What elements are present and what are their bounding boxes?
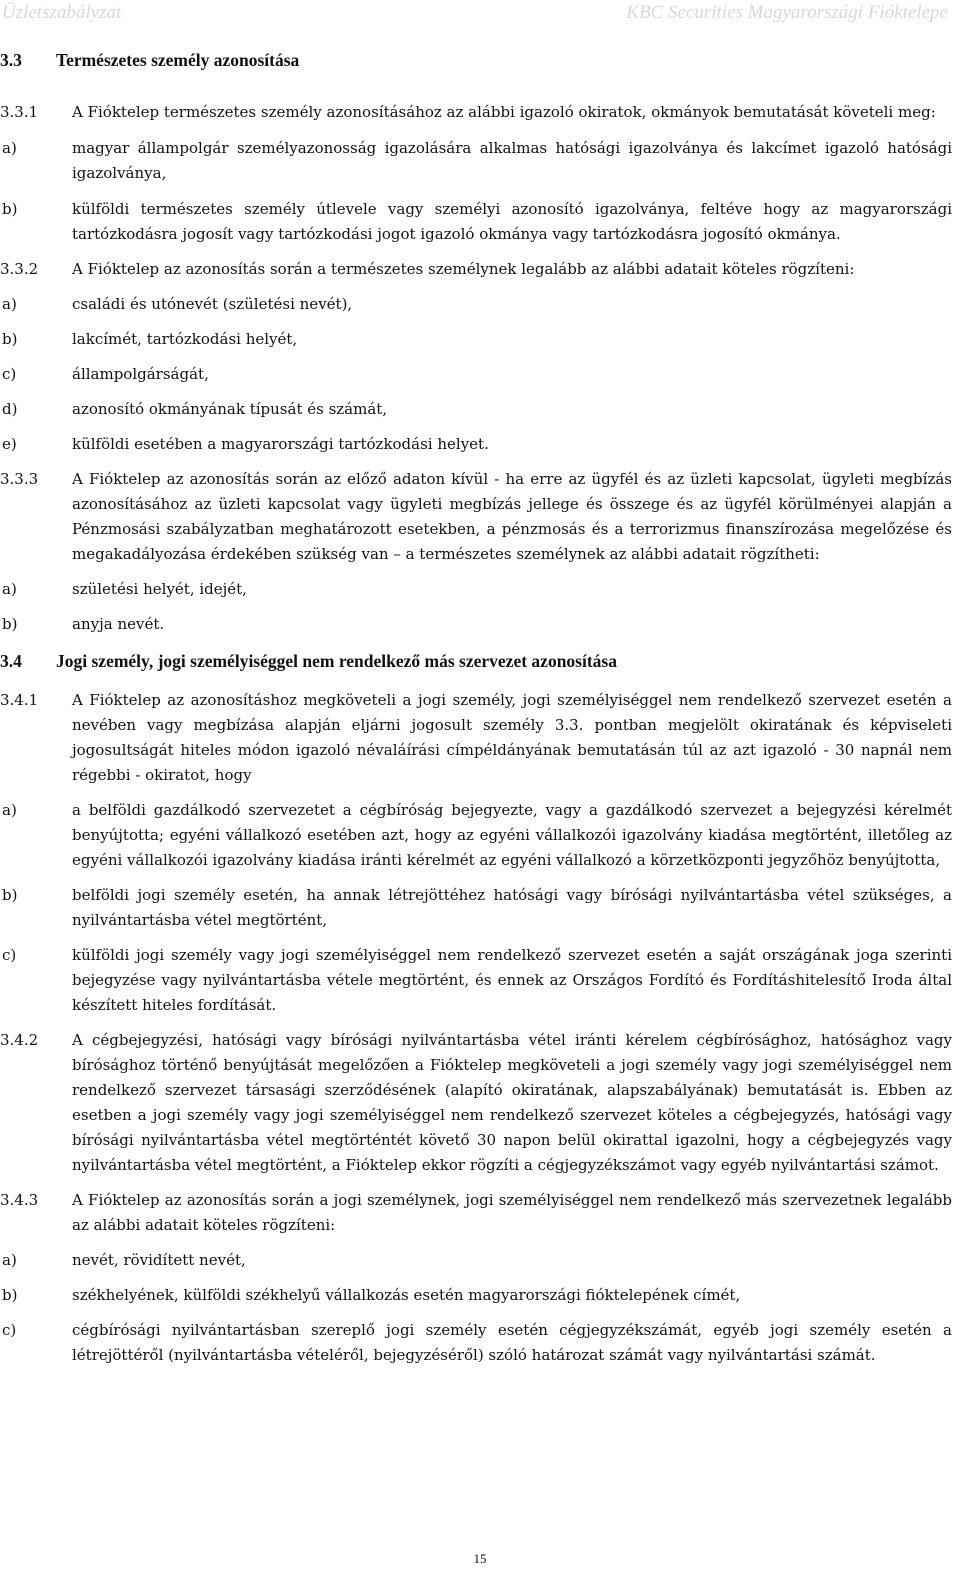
list-item [0, 798, 952, 873]
paragraph-3-4-1 [0, 688, 952, 788]
paragraph-text: A Fióktelep az azonosítás során a jogi személynek, jogi személyiséggel nem rendelkező más szervezetnek legalább az alábbi adatait köteles rögzíteni: [72, 1191, 952, 1234]
list-item-text: cégbírósági nyilvántartásban szereplő jogi személy esetén cégjegyzékszámát, egyéb jogi személy esetén a létrejöttéről (nyilvántartásba vételéről, bejegyzéséről) szóló határozat számát vagy nyilvántartási számát. [72, 1321, 952, 1364]
list-item-text: magyar állampolgár személyazonosság igazolására alkalmas hatósági igazolványa és lakcímet igazoló hatósági igazolványa, [72, 139, 952, 182]
list-item-text: állampolgárságát, [72, 365, 209, 383]
section-heading-3-3 [0, 50, 952, 71]
paragraph-number: 3.4.1 [0, 691, 39, 709]
paragraph-text: A cégbejegyzési, hatósági vagy bírósági nyilvántartásba vétel iránti kérelem cégbírósághoz, hatósághoz vagy bírósághoz történő benyújtását megelőzően a Fióktelep megköveteli a jogi személy vagy jogi személyiséggel nem rendelkező szervezet társasági szerződésének (alapító okiratának, alapszabályának) bemutatását is. Ebben az esetben a jogi személy vagy jogi személyiséggel nem rendelkező szervezet köteles a cégbejegyzés, hatósági vagy bírósági nyilvántartásba vétel megtörténtét követő 30 napon belül okirattal igazolni, hogy a cégbejegyzés vagy nyilvántartásba vétel megtörtént, a Fióktelep ekkor rögzíti a cégjegyzékszámot vagy egyéb nyilvántartási számot. [72, 1031, 952, 1174]
paragraph-3-4-2 [0, 1028, 952, 1178]
list-item-label: b) [2, 886, 18, 904]
list-item-label: b) [2, 330, 18, 348]
list-item-text: belföldi jogi személy esetén, ha annak létrejöttéhez hatósági vagy bírósági nyilvántartásba vétel szükséges, a nyilvántartásba vétel megtörtént, [72, 886, 952, 929]
list-item-text: külföldi természetes személy útlevele vagy személyi azonosító igazolványa, feltéve hogy az magyarországi tartózkodásra jogosít vagy tartózkodási jogot igazoló okmánya vagy tartózkodásra jogosító okmánya. [72, 200, 952, 243]
list-item [0, 197, 952, 247]
paragraph-number: 3.3.3 [0, 470, 39, 488]
list-item-text: nevét, rövidített nevét, [72, 1251, 246, 1269]
list-item-text: anyja nevét. [72, 615, 165, 633]
paragraph-3-3-1 [0, 100, 952, 125]
list-item-text: azonosító okmányának típusát és számát, [72, 400, 388, 418]
list-item [0, 327, 952, 352]
list-item-text: a belföldi gazdálkodó szervezetet a cégbíróság bejegyezte, vagy a gazdálkodó szervezet a bejegyzési kérelmét benyújtotta; egyéni vállalkozó esetében azt, hogy az egyéni vállalkozói igazolvány kiadása megtörtént, illetőleg az egyéni vállalkozói igazolvány kiadása iránti kérelmét az egyéni vállalkozó a körzetközponti jegyzőhöz benyújtotta, [72, 801, 952, 869]
paragraph-3-3-2 [0, 257, 952, 282]
section-title: Jogi személy, jogi személyiséggel nem rendelkező más szervezet azonosítása [56, 651, 617, 671]
list-item [0, 943, 952, 1018]
list-item-label: d) [2, 400, 18, 418]
list-item-label: c) [2, 365, 17, 383]
list-item [0, 612, 952, 637]
section-heading-3-4 [0, 651, 952, 672]
list-item-label: a) [2, 139, 17, 157]
page-number: 15 [473, 1551, 487, 1566]
list-item-text: székhelyének, külföldi székhelyű vállalkozás esetén magyarországi fióktelepének címét, [72, 1286, 741, 1304]
list-item-text: családi és utónevét (születési nevét), [72, 295, 353, 313]
list-item [0, 362, 952, 387]
paragraph-text: A Fióktelep természetes személy azonosításához az alábbi igazoló okiratok, okmányok bemutatását követeli meg: [72, 103, 936, 121]
paragraph-3-3-3 [0, 467, 952, 567]
list-item-label: e) [2, 435, 17, 453]
list-item-text: születési helyét, idejét, [72, 580, 247, 598]
list-item [0, 1318, 952, 1368]
section-number: 3.3 [0, 50, 22, 70]
list-item [0, 397, 952, 422]
list-item [0, 1283, 952, 1308]
header-document-title: Üzletszabályzat [2, 2, 122, 23]
list-item [0, 577, 952, 602]
section-title: Természetes személy azonosítása [56, 50, 300, 70]
list-item-text: külföldi esetében a magyarországi tartózkodási helyet. [72, 435, 489, 453]
paragraph-number: 3.3.1 [0, 103, 39, 121]
paragraph-number: 3.4.2 [0, 1031, 39, 1049]
list-item-label: a) [2, 801, 17, 819]
paragraph-number: 3.4.3 [0, 1191, 39, 1209]
list-item [0, 1248, 952, 1273]
paragraph-text: A Fióktelep az azonosításhoz megköveteli a jogi személy, jogi személyiséggel nem rendelkező szervezet esetén a nevében vagy megbízása alapján eljárni jogosult személy 3.3. pontban megjelölt okiratának és képviseleti jogosultságát hiteles módon igazoló névaláírási címpéldányának bemutatásán túl az azt igazoló - 30 napnál nem régebbi - okiratot, hogy [72, 691, 952, 784]
list-item-label: b) [2, 200, 18, 218]
header-company-name: KBC Securities Magyarországi Fióktelepe [626, 2, 948, 23]
paragraph-number: 3.3.2 [0, 260, 39, 278]
paragraph-text: A Fióktelep az azonosítás során a természetes személynek legalább az alábbi adatait köteles rögzíteni: [72, 260, 855, 278]
list-item-label: c) [2, 946, 17, 964]
list-item-label: a) [2, 580, 17, 598]
list-item-label: a) [2, 295, 17, 313]
list-item-label: c) [2, 1321, 17, 1339]
list-item-label: a) [2, 1251, 17, 1269]
running-header [0, 0, 960, 28]
list-item [0, 292, 952, 317]
list-item-text: lakcímét, tartózkodási helyét, [72, 330, 298, 348]
paragraph-3-4-3 [0, 1188, 952, 1238]
section-number: 3.4 [0, 651, 22, 671]
list-item-text: külföldi jogi személy vagy jogi személyiséggel nem rendelkező szervezet esetén a saját országának joga szerinti bejegyzése vagy nyilvántartásba vétele megtörtént, és ennek az Országos Fordító és Fordításhitelesítő Iroda által készített hiteles fordítását. [72, 946, 952, 1014]
list-item-label: b) [2, 1286, 18, 1304]
list-item [0, 883, 952, 933]
paragraph-text: A Fióktelep az azonosítás során az előző adaton kívül - ha erre az ügyfél és az üzleti kapcsolat, ügyleti megbízás azonosításához az üzleti kapcsolat vagy ügyleti megbízás jellege és összege és az ügyfél körülményei alapján a Pénzmosási szabályzatban meghatározott esetekben, a pénzmosás és a terrorizmus finanszírozása megelőzése és megakadályozása érdekében szükség van – a természetes személynek az alábbi adatait rögzítheti: [72, 470, 952, 563]
list-item [0, 136, 952, 186]
list-item-label: b) [2, 615, 18, 633]
list-item [0, 432, 952, 457]
document-body [0, 50, 952, 1368]
